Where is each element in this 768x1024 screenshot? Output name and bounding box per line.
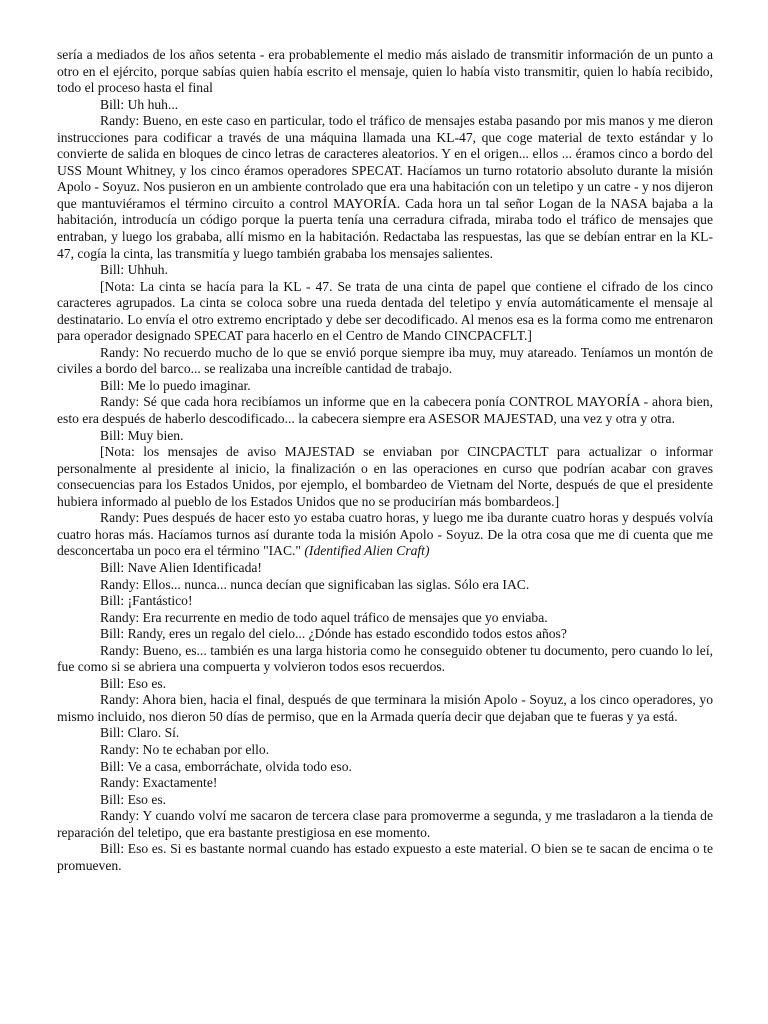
paragraph bbox=[57, 394, 713, 427]
paragraph-text: Randy: No te echaban por ello. bbox=[100, 741, 270, 757]
paragraph-text: sería a mediados de los años setenta - era probablemente el medio más aislado de transmitir información de un punto a otro en el ejército, porque sabías quien había escrito el mensaje, quien lo había visto transmitir, quien lo había recibido, todo el proceso hasta el final bbox=[57, 47, 713, 96]
paragraph bbox=[57, 577, 713, 594]
paragraph bbox=[57, 643, 713, 676]
paragraph-text: Randy: Y cuando volví me sacaron de tercera clase para promoverme a segunda, y me trasladaron a la tienda de reparación del teletipo, que era bastante prestigiosa en ese momento. bbox=[57, 808, 713, 840]
paragraph-text: Bill: Me lo puedo imaginar. bbox=[100, 377, 251, 393]
paragraph-text: Randy: Exactamente! bbox=[100, 775, 218, 791]
paragraph-text: Bill: ¡Fantástico! bbox=[100, 593, 193, 609]
paragraph bbox=[57, 610, 713, 627]
paragraph bbox=[57, 725, 713, 742]
paragraph-text: Bill: Eso es. bbox=[100, 791, 167, 807]
paragraph bbox=[57, 47, 713, 97]
paragraph-text: Randy: Bueno, es... también es una larga historia como he conseguido obtener tu documento, pero cuando lo leí, fue como si se abriera una compuerta y volvieron todos esos recuerdos. bbox=[57, 642, 713, 675]
paragraph-text: Bill: Randy, eres un regalo del cielo... ¿Dónde has estado escondido todos estos años? bbox=[100, 626, 567, 642]
paragraph-text: Bill: Uhhuh. bbox=[100, 262, 168, 278]
paragraph-text: Bill: Nave Alien Identificada! bbox=[100, 559, 262, 575]
paragraph bbox=[57, 775, 713, 792]
paragraph-text: Bill: Ve a casa, emborráchate, olvida todo eso. bbox=[100, 758, 352, 774]
paragraph bbox=[57, 262, 713, 279]
paragraph bbox=[57, 626, 713, 643]
paragraph bbox=[57, 742, 713, 759]
paragraph-text: [Nota: los mensajes de aviso MAJESTAD se enviaban por CINCPACTLT para actualizar o informar personalmente al presidente al inicio, la finalización o en las operaciones en curso que podrían acabar con graves consecuencias para los Estados Unidos, por ejemplo, el bombardeo de Vietnam del Norte, después de que el presidente hubiera informado al pueblo de los Estados Unidos que no se producirían más bombardeos.] bbox=[57, 444, 713, 509]
paragraph-text: Randy: Sé que cada hora recibíamos un informe que en la cabecera ponía CONTROL MAYORÍA - ahora bien, esto era después de haberlo descodificado... la cabecera siempre era ASESOR MAJESTAD, una vez y otra y otra. bbox=[57, 394, 713, 427]
paragraph-text: Randy: Era recurrente en medio de todo aquel tráfico de mensajes que yo enviaba. bbox=[100, 609, 548, 625]
paragraph-text: Bill: Muy bien. bbox=[100, 427, 184, 443]
paragraph bbox=[57, 510, 713, 560]
paragraph bbox=[57, 97, 713, 114]
paragraph bbox=[57, 428, 713, 445]
paragraph-text: [Nota: La cinta se hacía para la KL - 47. Se trata de una cinta de papel que contiene el cifrado de los cinco caracteres agrupados. La cinta se coloca sobre una rueda dentada del teletipo y envía automáticamente el mensaje al destinatario. Lo envía el otro extremo encriptado y debe ser decodificado. Al menos esa es la forma como me entrenaron para operador designado SPECAT para hacerlo en el Centro de Mando CINCPACFLT.] bbox=[57, 278, 713, 344]
paragraph bbox=[57, 560, 713, 577]
paragraph bbox=[57, 759, 713, 776]
paragraph bbox=[57, 444, 713, 510]
paragraph bbox=[57, 593, 713, 610]
paragraph bbox=[57, 808, 713, 841]
paragraph bbox=[57, 692, 713, 725]
paragraph bbox=[57, 676, 713, 693]
paragraph-text: Bill: Uh huh... bbox=[100, 96, 179, 112]
paragraph-text: Bill: Eso es. Si es bastante normal cuando has estado expuesto a este material. O bien se te sacan de encima o te promueven. bbox=[57, 841, 713, 873]
paragraph-text: Randy: Ahora bien, hacia el final, después de que terminara la misión Apolo - Soyuz, a los cinco operadores, yo mismo incluido, nos dieron 50 días de permiso, que en la Armada quería decir que dejaban que te fueras y ya está. bbox=[57, 692, 713, 724]
paragraph bbox=[57, 345, 713, 378]
paragraph-text: Randy: Bueno, en este caso en particular, todo el tráfico de mensajes estaba pasando por mis manos y me dieron instrucciones para codificar a través de una máquina llamada una KL-47, que coge material de texto estándar y lo convierte de salida en bloques de cinco letras de caracteres aleatorios. Y en el origen... ellos ... éramos cinco a bordo del USS Mount Whitney, y los cinco éramos operadores SPECAT. Hacíamos un turno rotatorio absoluto durante la misión Apolo - Soyuz. Nos pusieron en un ambiente controlado que era una habitación con un teletipo y un catre - y nos dijeron que mantuviéramos el término circuito a control MAYORÍA. Cada hora un tal señor Logan de la NASA bajaba a la habitación, introducía un código porque la puerta tenía una cerradura cifrada, miraba todo el tráfico de mensajes que entraban, y luego los grababa, allí mismo en la habitación. Redactaba las respuestas, las que se debían entrar en la KL-47, cogía la cinta, las transmitía y luego también grababa los mensajes salientes. bbox=[57, 113, 713, 261]
paragraph-text: Bill: Eso es. bbox=[100, 675, 167, 691]
paragraph-text: Randy: Pues después de hacer esto yo estaba cuatro horas, y luego me iba durante cuatro horas y después volvía cuatro horas más. Hacíamos turnos así durante toda la misión Apolo - Soyuz. De la otra cosa que me di cuenta que me desconcertaba un poco era el término "IAC." bbox=[57, 510, 713, 559]
paragraph bbox=[57, 841, 713, 874]
paragraph-text: Randy: No recuerdo mucho de lo que se envió porque siempre iba muy, muy atareado. Teníamos un montón de civiles a bordo del barco... se realizaba una increíble cantidad de trabajo. bbox=[57, 344, 713, 377]
paragraph bbox=[57, 279, 713, 345]
paragraph bbox=[57, 792, 713, 809]
paragraph-text: Randy: Ellos... nunca... nunca decían que significaban las siglas. Sólo era IAC. bbox=[100, 576, 530, 592]
paragraph bbox=[57, 113, 713, 262]
paragraph-text: Bill: Claro. Sí. bbox=[100, 725, 180, 741]
paragraph bbox=[57, 378, 713, 395]
document-page bbox=[57, 47, 713, 874]
paragraph-italic-text: (Identified Alien Craft) bbox=[304, 543, 430, 559]
